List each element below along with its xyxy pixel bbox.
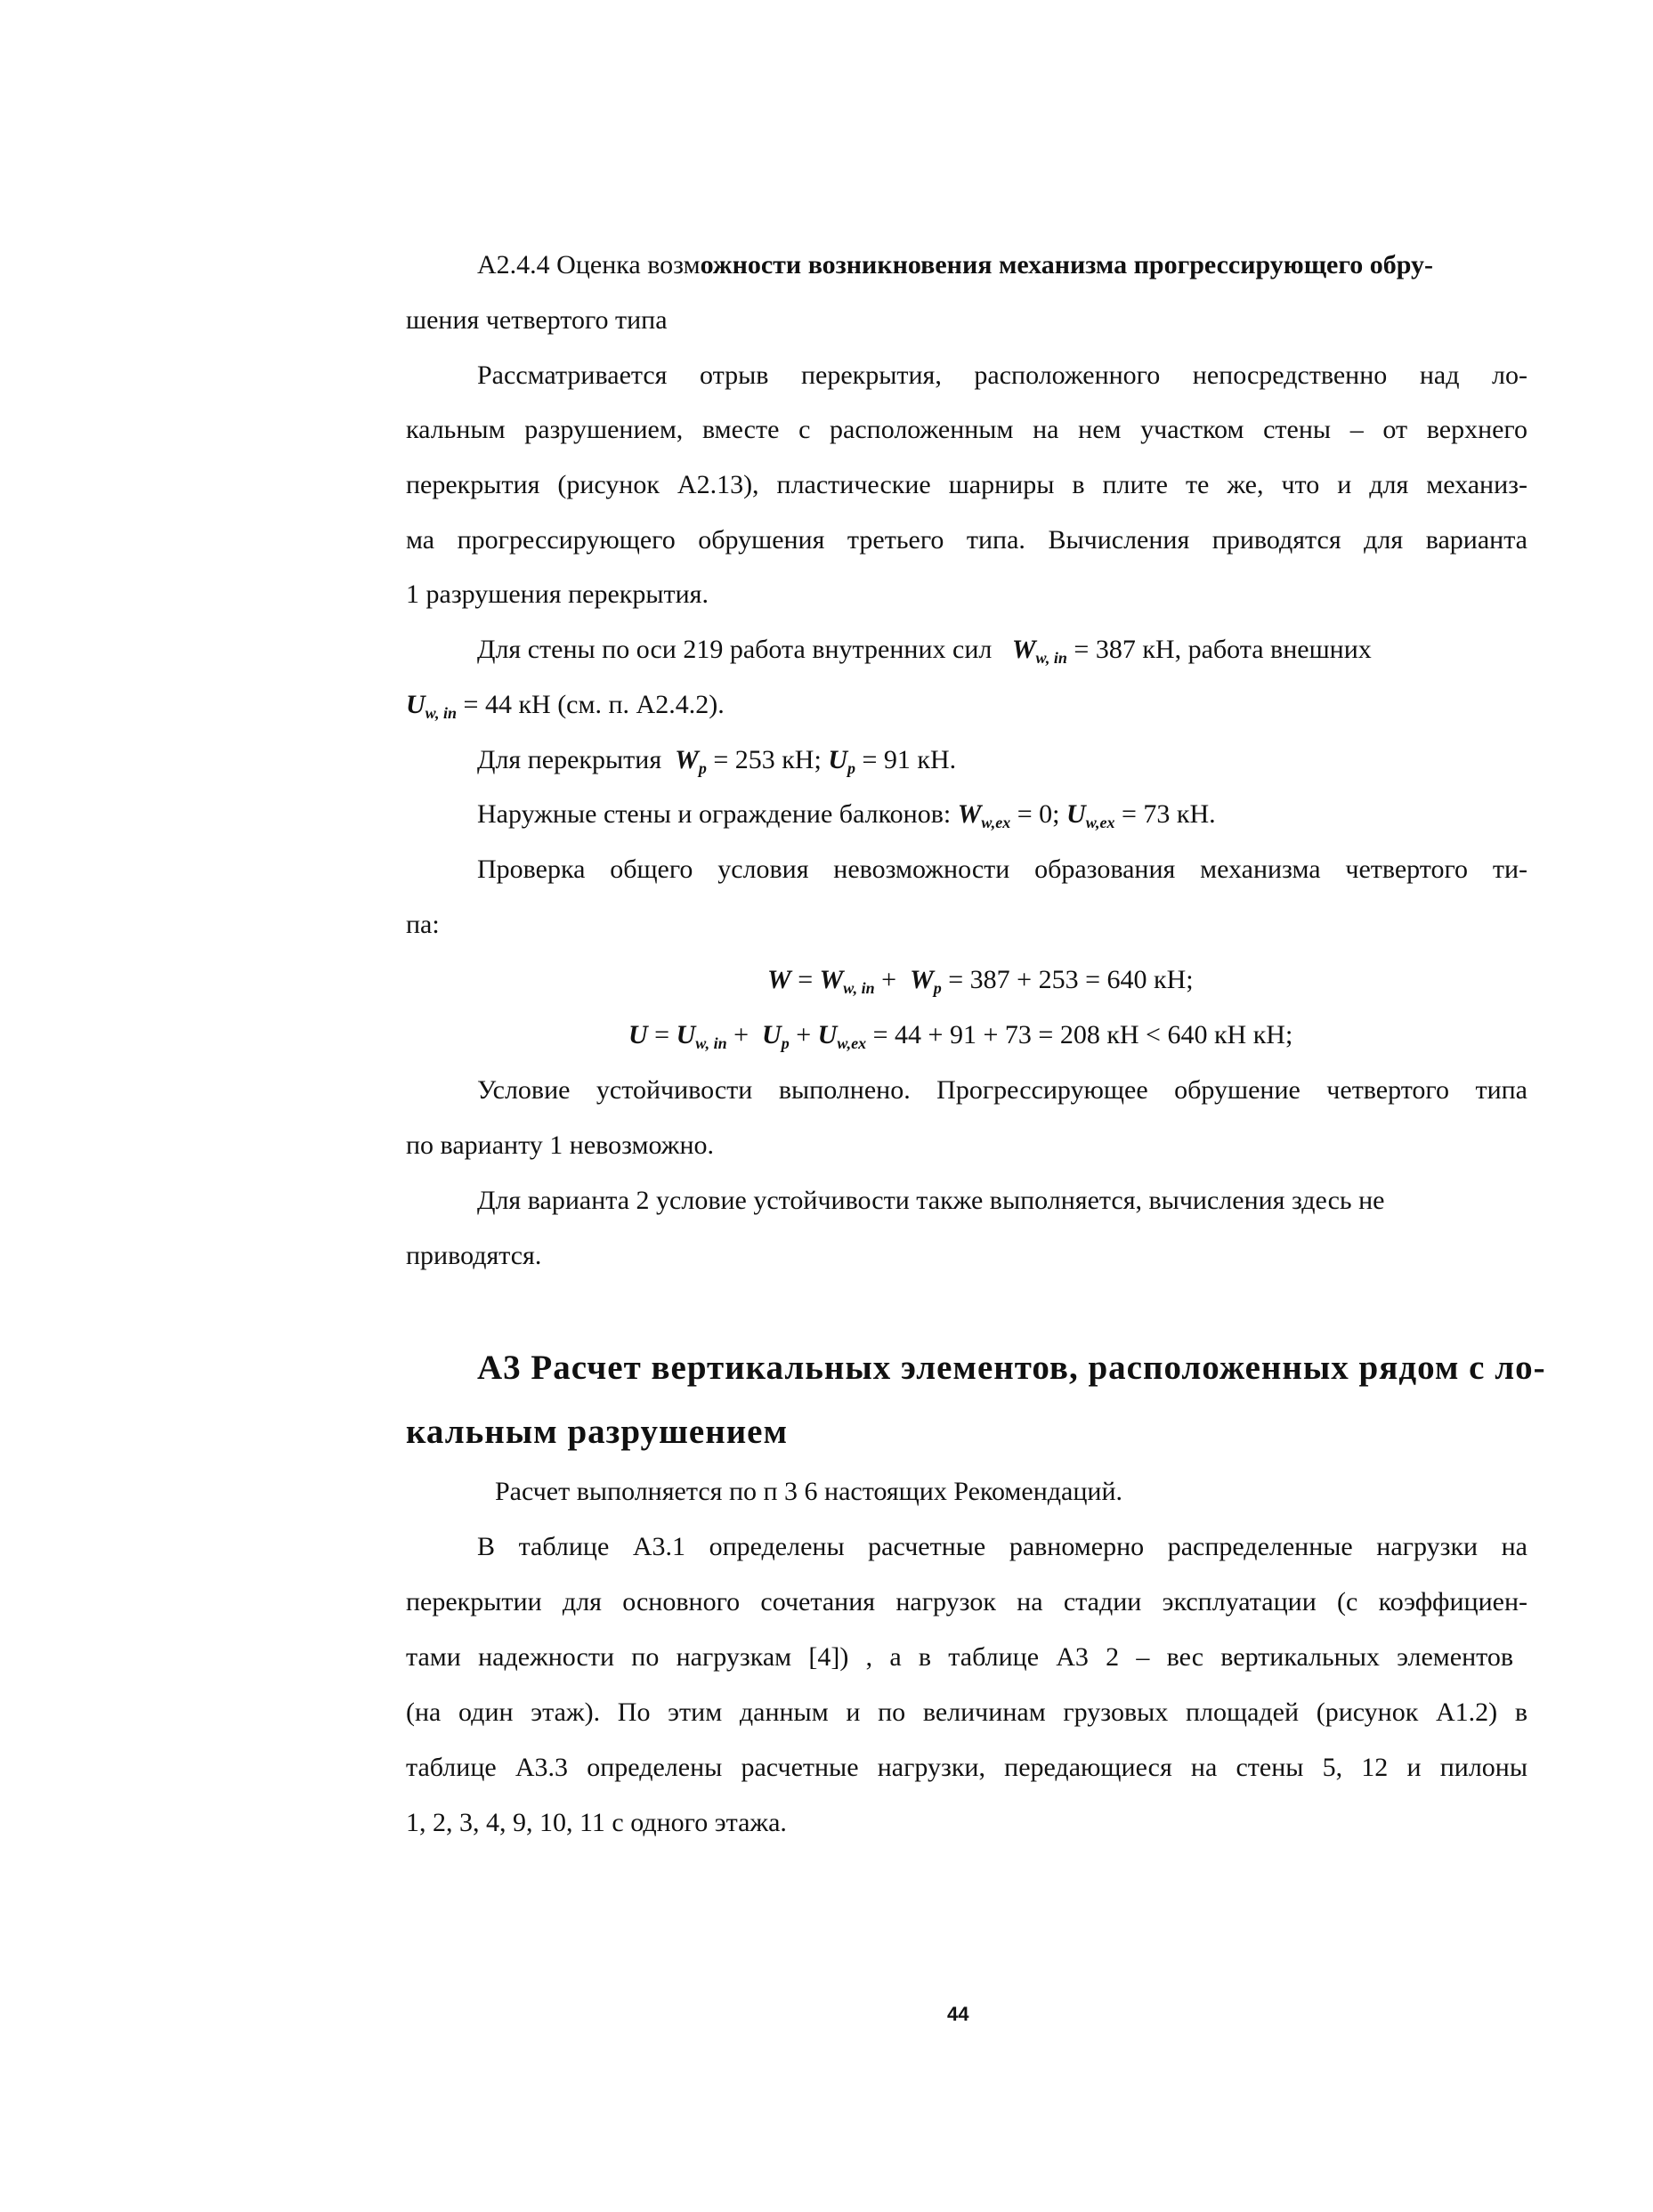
equals-sign: = [798, 965, 814, 994]
equation-w [767, 962, 1194, 998]
symbol-w: W [910, 965, 934, 994]
symbol-w: W [819, 965, 844, 994]
symbol-subscript: w, in [1035, 649, 1067, 667]
section-heading-line1: А3 Расчет вертикальных элементов, расположенных рядом с ло- [477, 1349, 1546, 1387]
symbol-u: U [817, 1020, 838, 1049]
paragraph-line: Рассматривается отрыв перекрытия, расположенного непосредственно над ло- [477, 361, 1527, 390]
equation-result: = 44 + 91 + 73 = 208 кН < 640 кН кН; [872, 1020, 1293, 1049]
outer-walls-line [477, 797, 1216, 832]
symbol-u: U [628, 1020, 648, 1049]
outer-walls-text: Наружные стены и ограждение балконов: [477, 799, 952, 829]
symbol-subscript: p [781, 1034, 790, 1052]
symbol-w: W [675, 745, 699, 774]
a3-paragraph-line: таблице А3.3 определены расчетные нагрузки, передающиеся на стены 5, 12 и пилоны [406, 1753, 1527, 1782]
symbol-w: W [957, 799, 982, 829]
floor-value-text: = 91 кН. [862, 745, 957, 774]
floor-work-line [477, 742, 956, 778]
result-line1: Условие устойчивости выполнено. Прогрессирующее обрушение четвертого типа [477, 1075, 1527, 1105]
a3-intro: Расчет выполняется по п 3 6 настоящих Рекомендаций. [495, 1477, 1123, 1506]
a3-paragraph-line: (на один этаж). По этим данным и по величинам грузовых площадей (рисунок А1.2) в [406, 1697, 1527, 1727]
symbol-subscript: p [847, 759, 855, 777]
section-title-text-bold: ожности возникновения механизма прогрессирующего обру- [700, 250, 1434, 280]
outer-walls-value-text: = 73 кН. [1122, 799, 1216, 829]
symbol-u: U [1066, 799, 1086, 829]
plus-sign: + [733, 1020, 750, 1049]
a3-paragraph-line: перекрытии для основного сочетания нагрузок на стадии эксплуатации (с коэффициен- [406, 1587, 1527, 1616]
plus-sign: + [881, 965, 897, 994]
section-heading-line2: кальным разрушением [406, 1413, 789, 1451]
paragraph-line: 1 разрушения перекрытия. [406, 579, 709, 609]
walls-text: Для стены по оси 219 работа внутренних сил [477, 635, 993, 664]
walls-work-line1 [477, 632, 1372, 668]
variant2-line1: Для варианта 2 условие устойчивости также выполняется, вычисления здесь не [477, 1186, 1385, 1215]
a3-paragraph-line: В таблице А3.1 определены расчетные равномерно распределенные нагрузки на [477, 1532, 1527, 1561]
equals-sign: = [654, 1020, 670, 1049]
equation-u [628, 1017, 1292, 1053]
symbol-subscript: p [933, 979, 942, 997]
variant2-line2: приводятся. [406, 1241, 542, 1270]
symbol-subscript: w,ex [1085, 814, 1115, 831]
walls-work-line2 [406, 687, 725, 723]
floor-text: Для перекрытия [477, 745, 662, 774]
paragraph-line: кальным разрушением, вместе с расположенным на нем участком стены – от верхнего [406, 415, 1527, 444]
outer-walls-value-text: = 0; [1017, 799, 1060, 829]
symbol-subscript: w, in [843, 979, 875, 997]
symbol-subscript: w, in [425, 704, 458, 722]
a3-paragraph-line: тами надежности по нагрузкам [4]) , а в таблице А3 2 – вес вертикальных элементов [406, 1642, 1513, 1672]
symbol-subscript: w, in [695, 1034, 727, 1052]
paragraph-line: ма прогрессирующего обрушения третьего типа. Вычисления приводятся для варианта [406, 525, 1527, 555]
check-line1: Проверка общего условия невозможности образования механизма четвертого ти- [477, 855, 1527, 884]
plus-sign: + [796, 1020, 812, 1049]
symbol-w: W [767, 965, 791, 994]
symbol-u: U [676, 1020, 696, 1049]
walls-value-text: = 387 кН, работа внешних [1074, 635, 1372, 664]
equation-result: = 387 + 253 = 640 кН; [948, 965, 1194, 994]
symbol-subscript: p [698, 759, 707, 777]
symbol-w: W [1011, 635, 1036, 664]
symbol-subscript: w,ex [981, 814, 1011, 831]
section-title-line2: шения четвертого типа [406, 305, 668, 335]
symbol-subscript: w,ex [837, 1034, 867, 1052]
page-number: 44 [947, 2003, 969, 2025]
paragraph-line: перекрытия (рисунок А2.13), пластические шарниры в плите те же, что и для механиз- [406, 470, 1527, 499]
check-line2: па: [406, 910, 440, 939]
a3-paragraph-line: 1, 2, 3, 4, 9, 10, 11 с одного этажа. [406, 1808, 787, 1837]
symbol-u: U [406, 690, 425, 719]
symbol-u: U [762, 1020, 782, 1049]
symbol-u: U [828, 745, 847, 774]
section-title-text-regular: А2.4.4 Оценка возм [477, 250, 701, 280]
section-title-line1 [477, 247, 1527, 283]
floor-value-text: = 253 кН; [713, 745, 822, 774]
walls-value-text: = 44 кН (см. п. А2.4.2). [463, 690, 725, 719]
result-line2: по варианту 1 невозможно. [406, 1130, 715, 1160]
